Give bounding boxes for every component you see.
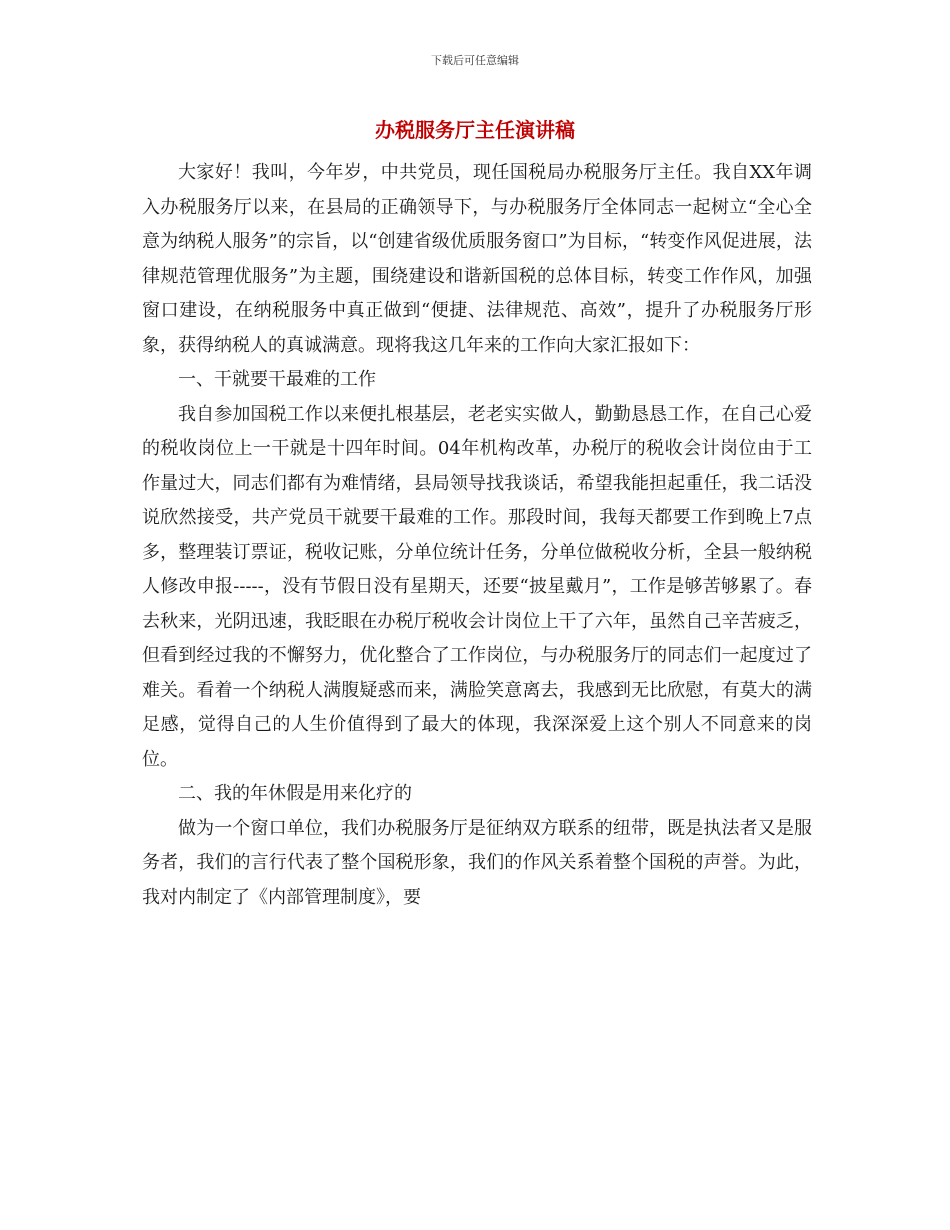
paragraph-section-2: 做为一个窗口单位，我们办税服务厅是征纳双方联系的纽带，既是执法者又是服务者，我们的言行代表了整个国税形象，我们的作风关系着整个国税的声誉。为此，我对内制定了《内部管理制度》，要 xyxy=(142,817,812,908)
document-body xyxy=(142,156,812,915)
section-heading-2: 二、我的年休假是用来化疗的 xyxy=(178,783,412,804)
page-header: 下载后可任意编辑 xyxy=(431,54,519,67)
section-heading-1: 一、干就要干最难的工作 xyxy=(178,369,376,390)
paragraph-section-1: 我自参加国税工作以来便扎根基层，老老实实做人，勤勤恳恳工作，在自己心爱的税收岗位上一干就是十四年时间。04年机构改革，办税厅的税收会计岗位由于工作量过大，同志们都有为难情绪，县局领导找我谈话，希望我能担起重任，我二话没说欣然接受，共产党员干就要干最难的工作。那段时间，我每天都要工作到晚上7点多，整理装订票证，税收记账，分单位统计任务，分单位做税收分析，全县一般纳税人修改申报-----，没有节假日没有星期天，还要“披星戴月”，工作是够苦够累了。春去秋来，光阴迅速，我眨眼在办税厅税收会计岗位上干了六年，虽然自己辛苦疲乏，但看到经过我的不懈努力，优化整合了工作岗位，与办税服务厅的同志们一起度过了难关。看着一个纳税人满腹疑惑而来，满脸笑意离去，我感到无比欣慰，有莫大的满足感，觉得自己的人生价值得到了最大的体现，我深深爱上这个别人不同意来的岗位。 xyxy=(142,403,812,770)
document-title: 办税服务厅主任演讲稿 xyxy=(375,118,575,142)
paragraph-intro: 大家好！我叫，今年岁，中共党员，现任国税局办税服务厅主任。我自XX年调入办税服务厅以来，在县局的正确领导下，与办税服务厅全体同志一起树立“全心全意为纳税人服务”的宗旨，以“创建省级优质服务窗口”为目标，“转变作风促进展，法律规范管理优服务”为主题，围绕建设和谐新国税的总体目标，转变工作作风，加强窗口建设，在纳税服务中真正做到“便捷、法律规范、高效”，提升了办税服务厅形象，获得纳税人的真诚满意。现将我这几年来的工作向大家汇报如下： xyxy=(142,162,812,356)
